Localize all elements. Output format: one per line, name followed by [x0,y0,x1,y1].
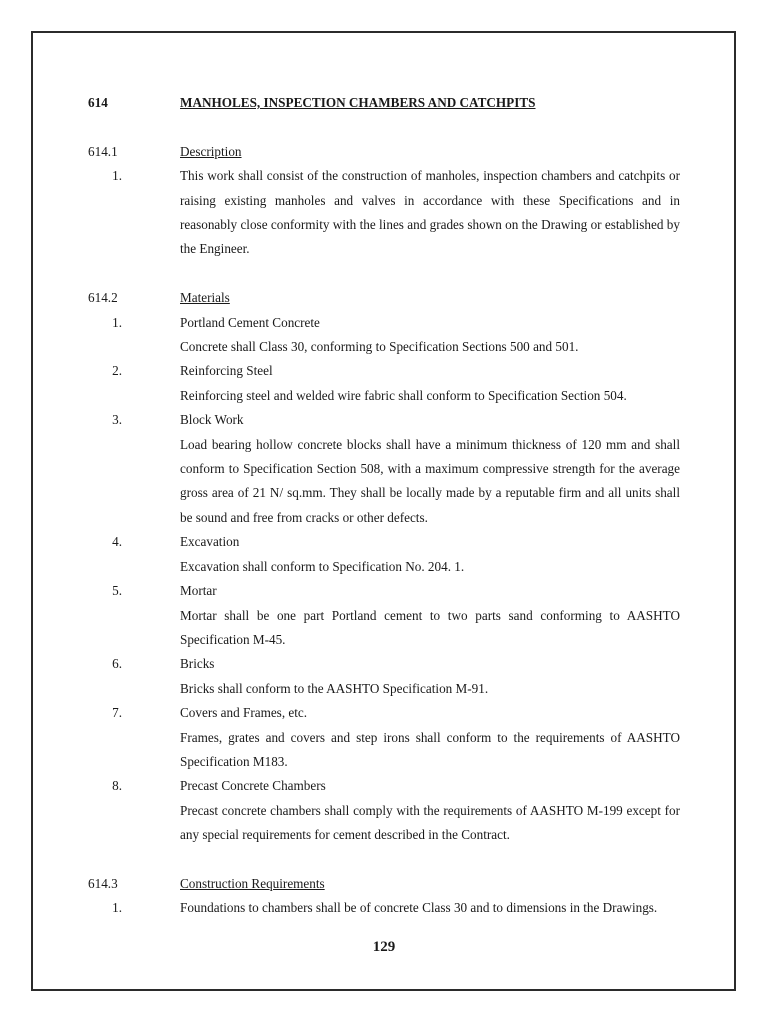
item-number: 1. [112,168,122,184]
item-text: Reinforcing steel and welded wire fabric shall conform to Specification Section 504. [180,387,627,403]
material-item-title [88,579,680,603]
item-number: 1. [112,900,122,916]
item-title: Reinforcing Steel [180,363,273,379]
subsection-construction-heading [88,872,680,896]
page-number: 129 [372,939,396,955]
material-item-title [88,701,680,725]
item-title: Bricks [180,656,215,672]
item-title: Precast Concrete Chambers [180,778,326,794]
item-title: Block Work [180,412,244,428]
subsection-number: 614.1 [88,143,118,159]
material-item-text [88,677,680,701]
construction-item [88,896,680,920]
subsection-title: Materials [180,290,230,306]
section-title: MANHOLES, INSPECTION CHAMBERS AND CATCHPITS [180,95,536,110]
item-text: Bricks shall conform to the AASHTO Specification M-91. [180,680,489,696]
item-text: Excavation shall conform to Specification No. 204. 1. [180,558,465,574]
subsection-materials-heading [88,286,680,310]
material-item-text [88,726,680,775]
item-number: 7. [112,705,122,721]
material-item-text [88,555,680,579]
subsection-title: Description [180,143,242,159]
item-text: This work shall consist of the construction of manholes, inspection chambers and catchpits or raising existing manholes and valves in accordance with these Specifications and in reasonably close conformity with the lines and grades shown on the Drawing or established by the Engineer. [180,168,680,257]
item-title: Portland Cement Concrete [180,314,320,330]
material-item-title [88,652,680,676]
item-title: Excavation [180,534,240,550]
item-number: 4. [112,534,122,550]
subsection-number: 614.3 [88,875,118,891]
item-title: Covers and Frames, etc. [180,705,308,721]
material-item-text [88,335,680,359]
item-text: Mortar shall be one part Portland cement to two parts sand conforming to AASHTO Specification M-45. [180,607,680,647]
material-item-text [88,799,680,848]
item-number: 8. [112,778,122,794]
description-item [88,164,680,262]
subsection-description-heading [88,140,680,164]
item-text: Concrete shall Class 30, conforming to Specification Sections 500 and 501. [180,339,579,355]
item-number: 5. [112,583,122,599]
material-item-text [88,433,680,531]
material-item-title [88,530,680,554]
material-item-title [88,774,680,798]
item-text: Frames, grates and covers and step irons shall conform to the requirements of AASHTO Specification M183. [180,729,680,769]
item-number: 6. [112,656,122,672]
item-text: Precast concrete chambers shall comply with the requirements of AASHTO M-199 except for any special requirements for cement described in the Contract. [180,802,680,843]
item-number: 2. [112,363,122,379]
material-item-title [88,408,680,432]
item-text: Load bearing hollow concrete blocks shall have a minimum thickness of 120 mm and shall conform to Specification Section 508, with a maximum compressive strength for the average gross area of 21 N/ sq.mm. They shall be locally made by a reputable firm and all units shall be sound and free from cracks or other defects. [180,436,680,525]
item-text: Foundations to chambers shall be of concrete Class 30 and to dimensions in the Drawings. [180,900,658,916]
subsection-title: Construction Requirements [180,875,325,891]
item-title: Mortar [180,583,217,599]
material-item-title [88,311,680,335]
item-number: 3. [112,412,122,428]
item-number: 1. [112,314,122,330]
material-item-text [88,604,680,653]
material-item-text [88,384,680,408]
material-item-title [88,359,680,383]
document-body [88,91,680,921]
section-heading [88,91,680,115]
subsection-number: 614.2 [88,290,118,306]
section-number: 614 [88,95,108,110]
